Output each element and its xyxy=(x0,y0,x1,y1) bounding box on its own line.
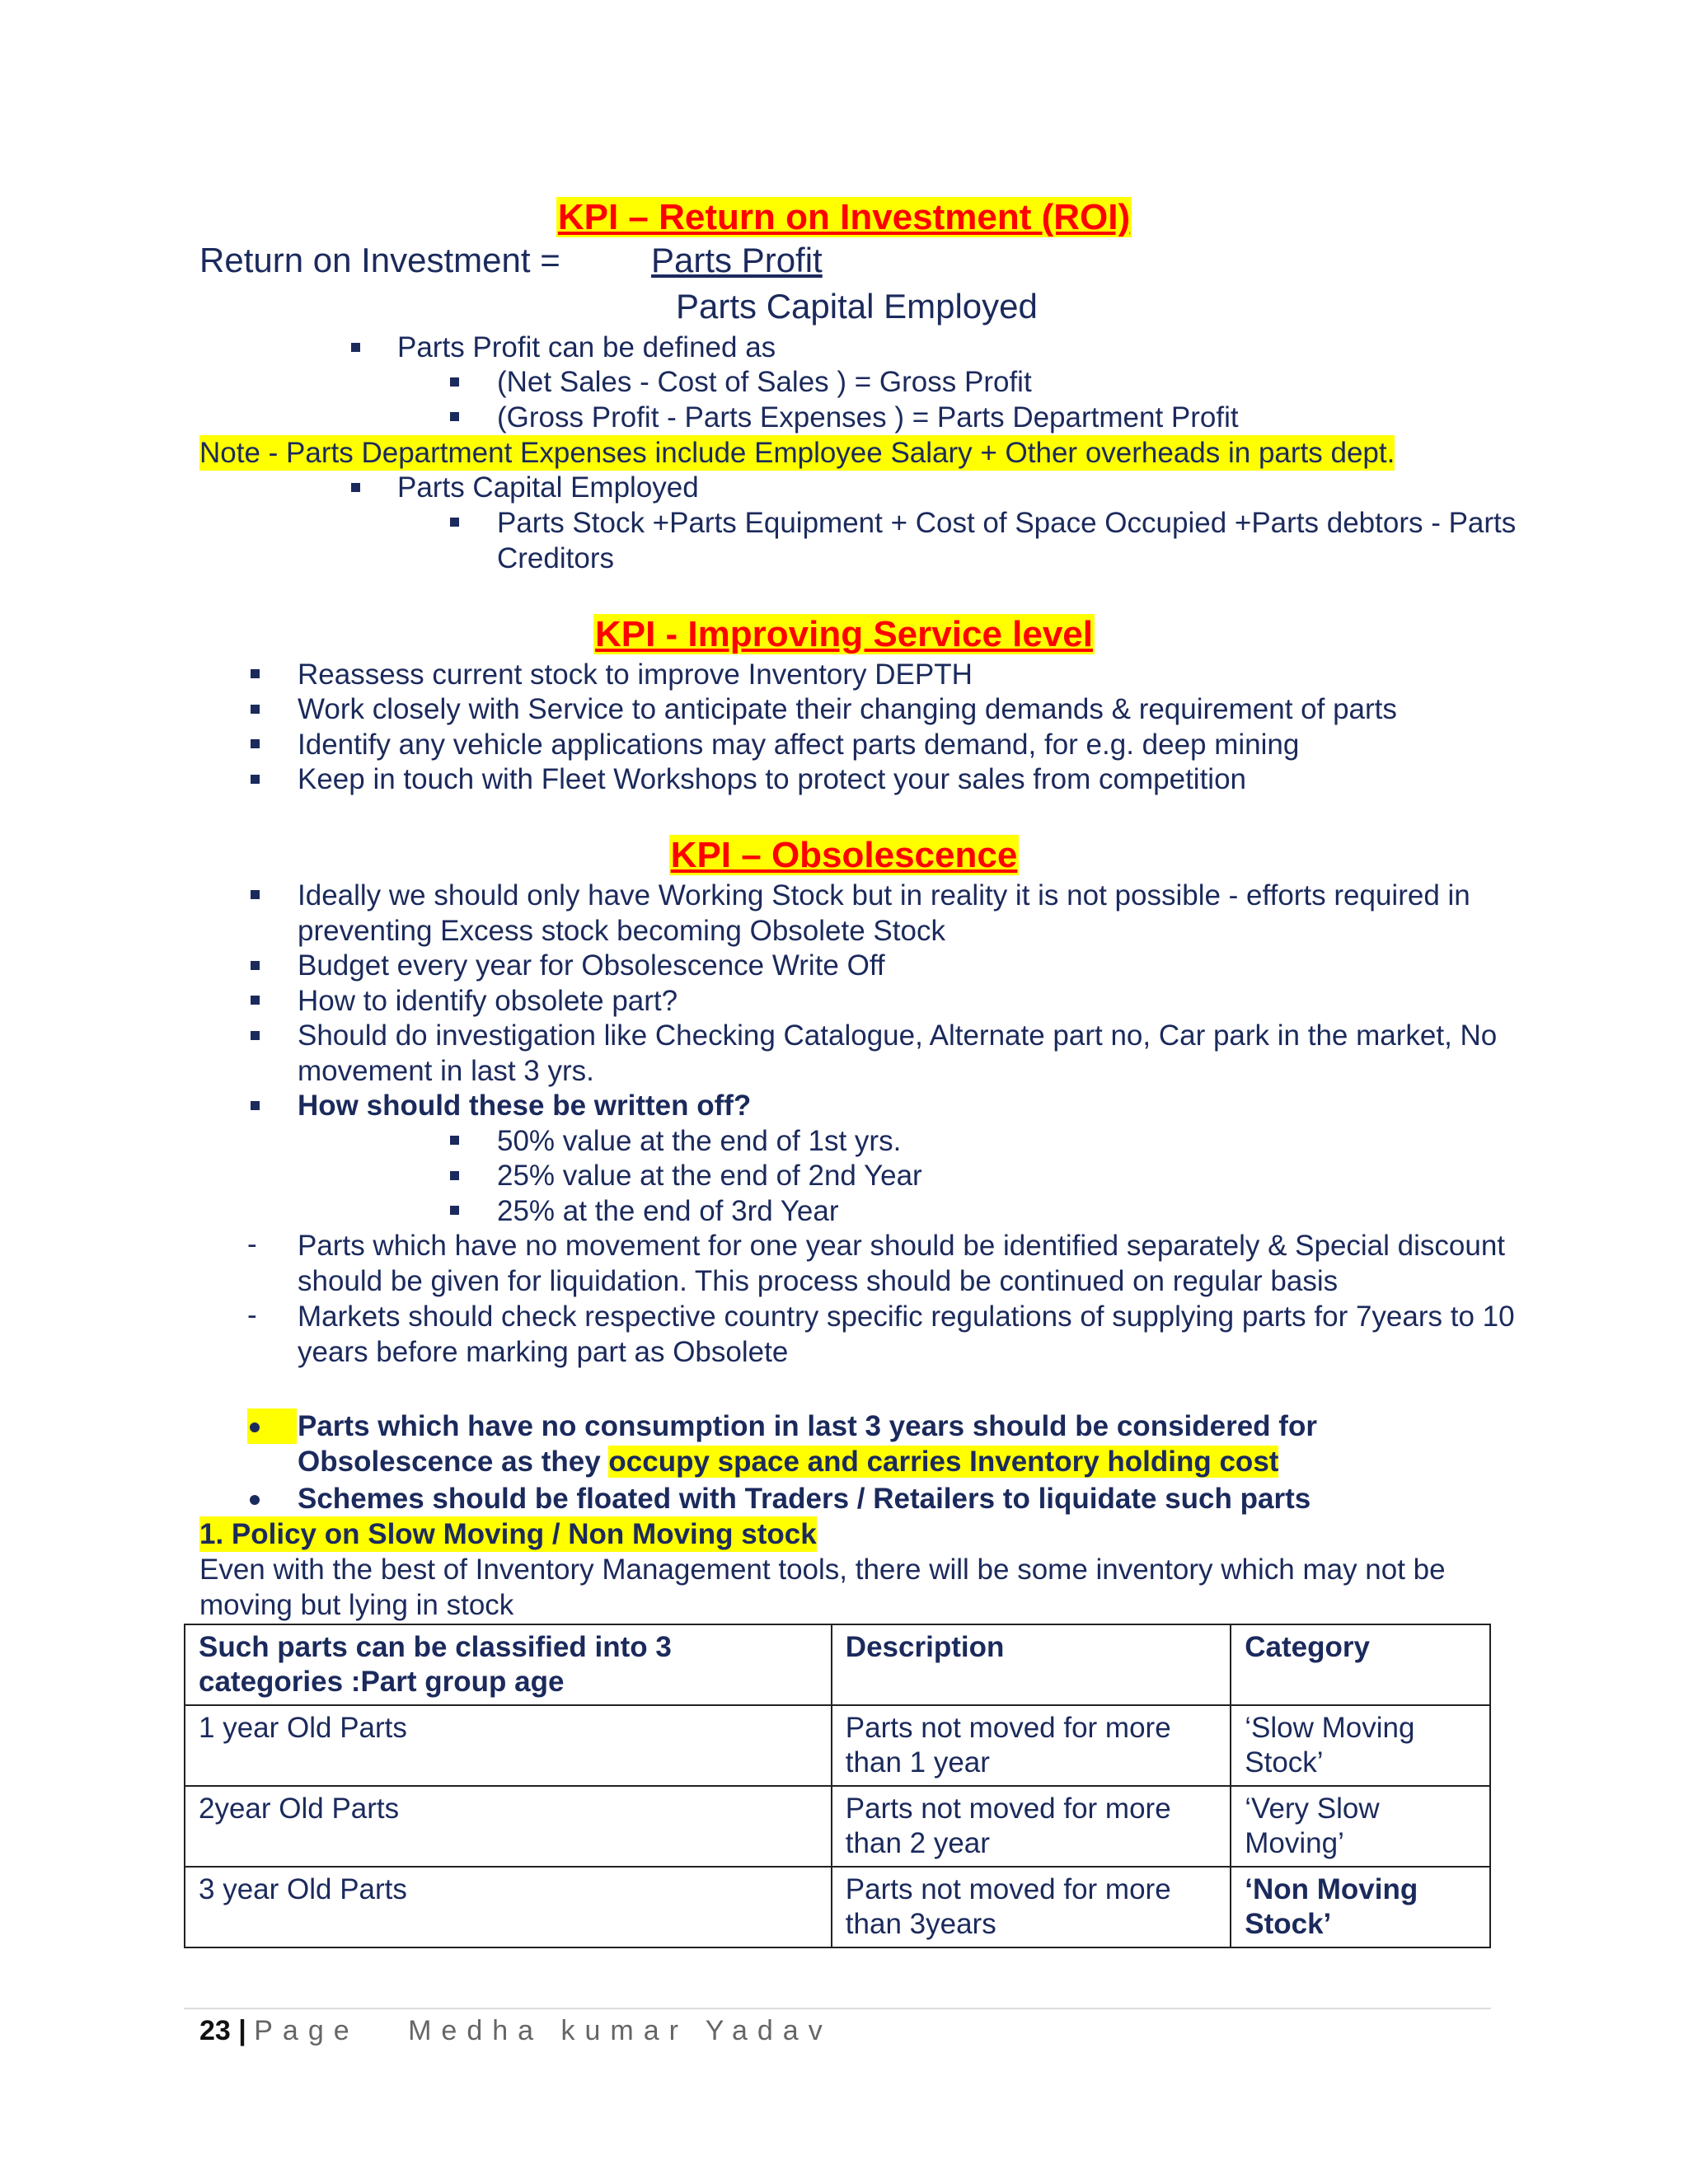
page-number: 23 xyxy=(199,2015,231,2046)
table-cell: 3 year Old Parts xyxy=(185,1867,832,1947)
bullet-square xyxy=(251,1101,260,1110)
roi-numerator: Parts Profit xyxy=(651,241,823,279)
roi-item-2-sub-line-1: Parts Stock +Parts Equipment + Cost of Space Occupied +Parts debtors - Parts xyxy=(497,507,1517,539)
table-cell: ‘Very Slow Moving’ xyxy=(1231,1786,1490,1867)
policy-heading: 1. Policy on Slow Moving / Non Moving stock xyxy=(199,1518,817,1550)
bullet-dot xyxy=(250,1422,260,1432)
obsolescence-bullet-1-line-1: Parts which have no consumption in last 3 years should be considered for xyxy=(298,1410,1317,1442)
bullet-square xyxy=(251,996,260,1005)
policy-paragraph-line-2: moving but lying in stock xyxy=(199,1589,514,1621)
obsolescence-dash-2-line-2: years before marking part as Obsolete xyxy=(298,1336,789,1368)
obsolescence-item-3: How to identify obsolete part? xyxy=(298,985,678,1017)
slow-moving-categories-table xyxy=(184,1624,1491,1948)
bullet-square xyxy=(450,518,459,527)
footer-divider xyxy=(184,2008,1491,2009)
bullet-square xyxy=(351,483,360,492)
bullet-square xyxy=(450,1206,459,1215)
table-cell: 2year Old Parts xyxy=(185,1786,832,1867)
bullet-square xyxy=(450,377,459,387)
policy-paragraph-line-1: Even with the best of Inventory Management tools, there will be some inventory which may not be xyxy=(199,1554,1446,1586)
bullet-square xyxy=(251,669,260,678)
roi-item-1-sub-2: (Gross Profit - Parts Expenses ) = Parts Department Profit xyxy=(497,401,1239,434)
table-cell: ‘Non Moving Stock’ xyxy=(1231,1867,1490,1947)
roi-item-1-sub-1: (Net Sales - Cost of Sales ) = Gross Profit xyxy=(497,366,1032,398)
table-header-cell: Category xyxy=(1231,1624,1490,1705)
table-cell: 1 year Old Parts xyxy=(185,1705,832,1786)
obsolescence-item-5-sub-2: 25% value at the end of 2nd Year xyxy=(497,1160,922,1192)
service-item-4: Keep in touch with Fleet Workshops to protect your sales from competition xyxy=(298,763,1247,795)
service-item-2: Work closely with Service to anticipate their changing demands & requirement of parts xyxy=(298,693,1397,725)
roi-heading: KPI – Return on Investment (ROI) xyxy=(557,197,1131,237)
service-heading: KPI - Improving Service level xyxy=(594,614,1093,654)
bullet-square xyxy=(251,1031,260,1040)
obsolescence-item-5-sub-3: 25% at the end of 3rd Year xyxy=(497,1195,839,1227)
bullet-square xyxy=(351,343,360,352)
table-header-cell: Description xyxy=(832,1624,1231,1705)
table-cell: Parts not moved for more than 3years xyxy=(832,1867,1231,1947)
table-cell: Parts not moved for more than 2 year xyxy=(832,1786,1231,1867)
obsolescence-item-1-line-2: preventing Excess stock becoming Obsolete Stock xyxy=(298,915,945,947)
obsolescence-item-4-line-2: movement in last 3 yrs. xyxy=(298,1055,594,1087)
table-header-row xyxy=(185,1624,1490,1705)
table-row xyxy=(185,1786,1490,1867)
page-footer xyxy=(199,2011,832,2050)
bullet-dot xyxy=(250,1495,260,1505)
obsolescence-bullet-2: Schemes should be floated with Traders / Retailers to liquidate such parts xyxy=(298,1483,1311,1515)
obsolescence-dash-2-line-1: Markets should check respective country specific regulations of supplying parts for 7years to 10 xyxy=(298,1301,1515,1333)
roi-note: Note - Parts Department Expenses include Employee Salary + Other overheads in parts dept. xyxy=(199,437,1395,469)
table-row xyxy=(185,1867,1490,1947)
table-cell: ‘Slow Moving Stock’ xyxy=(1231,1705,1490,1786)
service-item-3: Identify any vehicle applications may affect parts demand, for e.g. deep mining xyxy=(298,729,1300,761)
footer-author: Medha kumar Yadav xyxy=(408,2015,832,2046)
bullet-square xyxy=(450,1171,459,1180)
obsolescence-dash-1-line-1: Parts which have no movement for one year should be identified separately & Special discount xyxy=(298,1230,1506,1262)
service-item-1: Reassess current stock to improve Inventory DEPTH xyxy=(298,658,973,691)
obsolescence-item-2: Budget every year for Obsolescence Write Off xyxy=(298,949,885,982)
bullet-square xyxy=(450,1136,459,1145)
roi-denominator: Parts Capital Employed xyxy=(676,287,1038,326)
obsolescence-item-4-line-1: Should do investigation like Checking Catalogue, Alternate part no, Car park in the market, No xyxy=(298,1019,1498,1052)
obsolescence-item-5-sub-1: 50% value at the end of 1st yrs. xyxy=(497,1125,902,1157)
page-label: Page xyxy=(254,2015,359,2046)
roi-item-2-sub-line-2: Creditors xyxy=(497,542,614,574)
table-cell: Parts not moved for more than 1 year xyxy=(832,1705,1231,1786)
bullet-square xyxy=(251,739,260,748)
roi-formula-lhs: Return on Investment = xyxy=(199,241,560,279)
bullet-1-line-2-plain: Obsolescence as they xyxy=(298,1446,609,1478)
bullet-square xyxy=(251,961,260,970)
dash-marker: - xyxy=(247,1228,257,1260)
footer-separator: | xyxy=(238,2015,246,2046)
dash-marker: - xyxy=(247,1299,257,1331)
obsolescence-item-5: How should these be written off? xyxy=(298,1090,752,1122)
bullet-square xyxy=(450,412,459,421)
bullet-1-line-2-highlight: occupy space and carries Inventory holding cost xyxy=(608,1446,1279,1478)
obsolescence-dash-1-line-2: should be given for liquidation. This process should be continued on regular basis xyxy=(298,1265,1339,1297)
obsolescence-heading: KPI – Obsolescence xyxy=(670,835,1018,875)
obsolescence-bullet-1-line-2 xyxy=(298,1444,1278,1479)
bullet-square xyxy=(251,890,260,899)
bullet-square xyxy=(251,775,260,784)
bullet-square xyxy=(251,705,260,714)
roi-item-1: Parts Profit can be defined as xyxy=(397,331,776,363)
table-row xyxy=(185,1705,1490,1786)
roi-item-2: Parts Capital Employed xyxy=(397,471,699,504)
obsolescence-item-1-line-1: Ideally we should only have Working Stock but in reality it is not possible - efforts required in xyxy=(298,879,1470,912)
table-header-cell: Such parts can be classified into 3 categories :Part group age xyxy=(185,1624,832,1705)
